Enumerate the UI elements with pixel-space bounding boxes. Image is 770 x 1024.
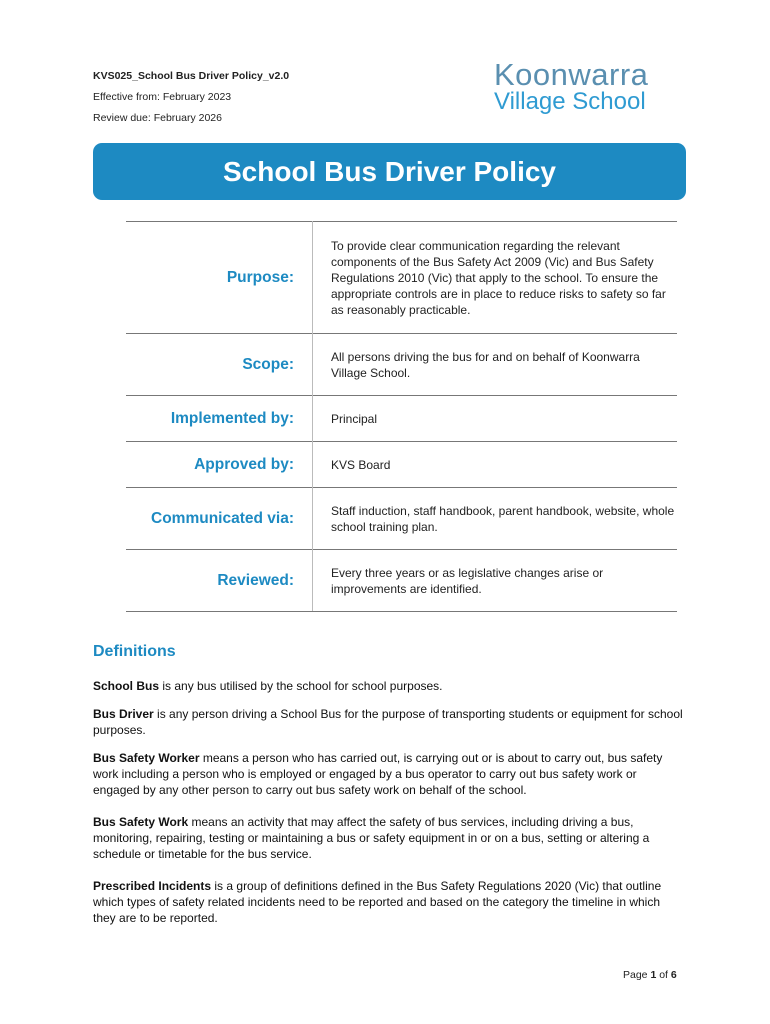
page-total: 6 [670,969,677,981]
page-number [623,969,677,981]
scope-label: Scope: [126,334,313,396]
row-implemented [126,396,677,442]
definition-text: is any person driving a School Bus for the purpose of transporting students or equipment for school purposes. [93,707,683,737]
reviewed-value: Every three years or as legislative changes arise or improvements are identified. [313,550,678,612]
document-header [93,66,289,129]
page-title: School Bus Driver Policy [223,156,556,187]
definition-bus-safety-work [93,814,685,862]
row-approved [126,442,677,488]
page-current: 1 [650,969,657,981]
review-date: Review due: February 2026 [93,112,222,124]
definition-text: means a person who has carried out, is carrying out or is about to carry out, bus safety work including a person who is employed or engaged by a bus operator to carry out bus safety work or engaged by any other person to carry out bus safety work on behalf of the school. [93,751,663,797]
definition-term: Bus Driver [93,707,154,721]
page-mid: of [656,969,671,981]
row-purpose [126,222,677,334]
row-reviewed [126,550,677,612]
row-scope [126,334,677,396]
reviewed-label: Reviewed: [126,550,313,612]
communicated-value: Staff induction, staff handbook, parent handbook, website, whole school training plan. [313,488,678,550]
implemented-value: Principal [313,396,678,442]
purpose-label: Purpose: [126,222,313,334]
purpose-value: To provide clear communication regarding the relevant components of the Bus Safety Act 2009 (Vic) and Bus Safety Regulations 2010 (Vic) that apply to the school. To ensure the appropriate controls are in place to reduce risks to safety so far as reasonably practicable. [313,222,678,334]
document-code: KVS025_School Bus Driver Policy_v2.0 [93,70,290,82]
definition-term: School Bus [93,679,160,693]
logo-line-2: Village School [494,88,646,115]
communicated-label: Communicated via: [126,488,313,550]
definition-text: is a group of definitions defined in the Bus Safety Regulations 2020 (Vic) that outline which types of safety related incidents need to be reported and based on the category the timeline in which they are to be reported. [93,879,662,925]
definition-term: Bus Safety Worker [93,751,200,765]
definition-term: Prescribed Incidents [93,879,212,893]
approved-label: Approved by: [126,442,313,488]
implemented-label: Implemented by: [126,396,313,442]
effective-date: Effective from: February 2023 [93,91,232,103]
approved-value: KVS Board [313,442,678,488]
school-logo [494,57,649,115]
definition-text: means an activity that may affect the safety of bus services, including driving a bus, monitoring, repairing, testing or maintaining a bus or safety equipment in or on a bus, setting or altering a schedule or timetable for the bus service. [93,815,650,861]
row-communicated [126,488,677,550]
definitions-heading: Definitions [93,643,176,660]
page-prefix: Page [623,969,651,981]
definition-prescribed-incidents [93,878,685,926]
definition-school-bus [93,678,685,694]
definition-text: is any bus utilised by the school for school purposes. [159,679,443,693]
definition-term: Bus Safety Work [93,815,189,829]
policy-info-table [126,221,677,612]
scope-value: All persons driving the bus for and on behalf of Koonwarra Village School. [313,334,678,396]
definition-bus-safety-worker [93,750,685,798]
title-banner [93,143,686,200]
logo-line-1: Koonwarra [494,57,649,92]
definition-bus-driver [93,706,685,738]
